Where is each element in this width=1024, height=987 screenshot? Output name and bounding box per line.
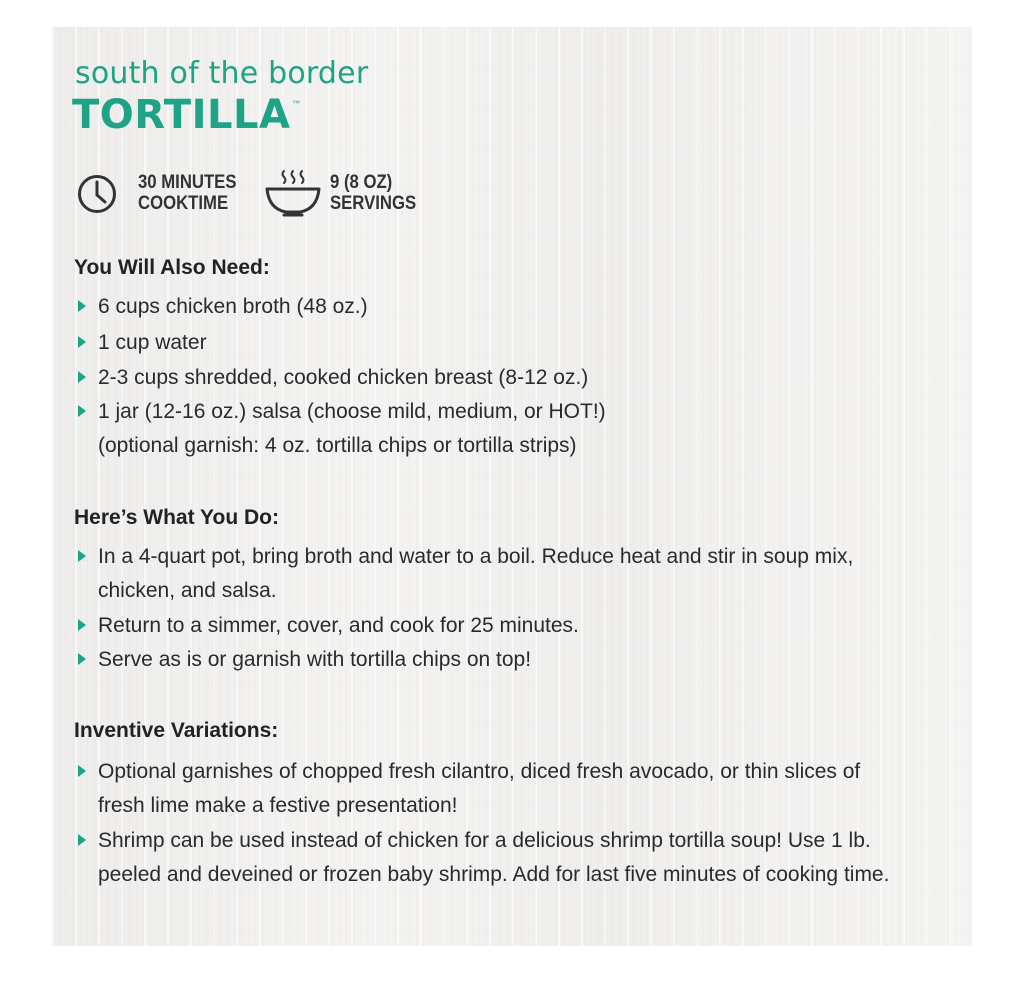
cook-time <box>138 172 236 214</box>
trademark-symbol: ™ <box>291 100 302 111</box>
recipe-subtitle: south of the border <box>75 56 369 91</box>
bullet-arrow-icon <box>78 653 86 665</box>
bullet-arrow-icon <box>78 834 86 846</box>
list-item-text: Serve as is or garnish with tortilla chips on top! <box>98 648 532 671</box>
list-item-text: Return to a simmer, cover, and cook for 25 minutes. <box>98 614 579 637</box>
list-item-text: 6 cups chicken broth (48 oz.) <box>98 295 368 318</box>
list-item-text: peeled and deveined or frozen baby shrimp. Add for last five minutes of cooking time. <box>98 863 890 886</box>
list-item-text: 1 cup water <box>98 331 207 354</box>
list-item-text: fresh lime make a festive presentation! <box>98 794 458 817</box>
cook-time-label: COOKTIME <box>138 193 229 214</box>
cook-time-value: 30 MINUTES <box>138 172 237 193</box>
list-item-text: 1 jar (12-16 oz.) salsa (choose mild, medium, or HOT!) <box>98 400 606 423</box>
list-item-text: 2-3 cups shredded, cooked chicken breast (8-12 oz.) <box>98 366 589 389</box>
recipe-title <box>72 92 302 138</box>
bullet-arrow-icon <box>78 765 86 777</box>
directions-heading: Here’s What You Do: <box>74 506 279 529</box>
bullet-arrow-icon <box>78 619 86 631</box>
soup-bowl-icon <box>264 167 322 217</box>
bullet-arrow-icon <box>78 371 86 383</box>
ingredients-heading: You Will Also Need: <box>74 256 270 279</box>
list-item-text: Optional garnishes of chopped fresh cilantro, diced fresh avocado, or thin slices of <box>98 760 861 783</box>
list-item-text: Shrimp can be used instead of chicken for a delicious shrimp tortilla soup! Use 1 lb. <box>98 829 871 852</box>
list-item-text: (optional garnish: 4 oz. tortilla chips or tortilla strips) <box>98 434 577 457</box>
servings-label: SERVINGS <box>330 193 417 214</box>
servings-value: 9 (8 OZ) <box>330 172 393 193</box>
list-item-text: In a 4-quart pot, bring broth and water to a boil. Reduce heat and stir in soup mix, <box>98 545 854 568</box>
servings <box>330 172 416 214</box>
clock-icon <box>76 171 118 217</box>
recipe-title-text: TORTILLA <box>72 92 291 138</box>
bullet-arrow-icon <box>78 405 86 417</box>
list-item-text: chicken, and salsa. <box>98 579 277 602</box>
bullet-arrow-icon <box>78 336 86 348</box>
bullet-arrow-icon <box>78 300 86 312</box>
bullet-arrow-icon <box>78 550 86 562</box>
variations-heading: Inventive Variations: <box>74 719 279 742</box>
